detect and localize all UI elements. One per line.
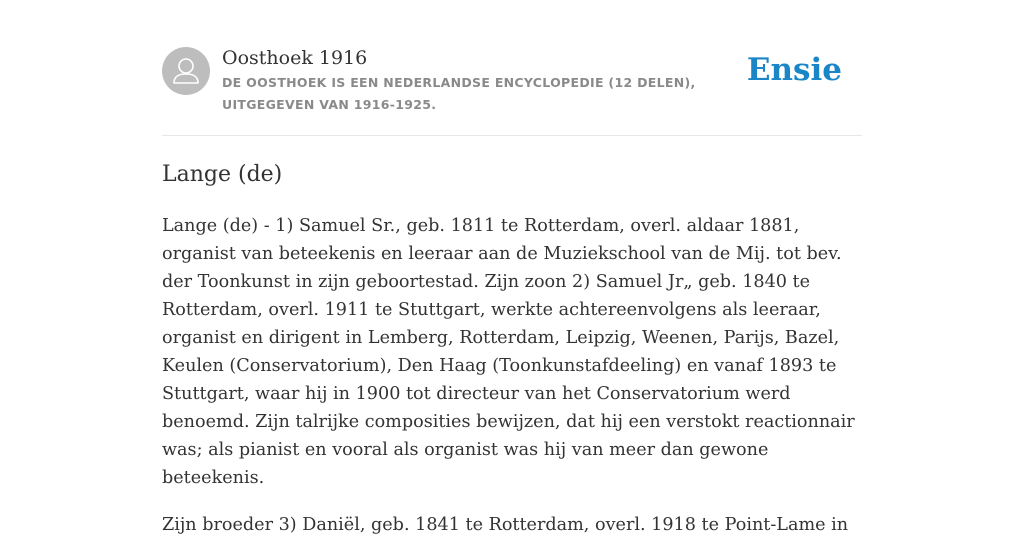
user-icon[interactable] <box>162 47 210 95</box>
article <box>162 158 862 539</box>
header-divider <box>162 135 862 136</box>
ensie-logo-link[interactable]: Ensie <box>746 52 842 88</box>
article-title: Lange (de) <box>162 162 283 187</box>
source-description: DE OOSTHOEK IS EEN NEDERLANDSE ENCYCLOPEDIE (12 DELEN), UITGEGEVEN VAN 1916-1925. <box>222 75 696 112</box>
article-paragraph: Lange (de) - 1) Samuel Sr., geb. 1811 te Rotterdam, overl. aldaar 1881, organist van beteekenis en leeraar aan de Muziekschool van de Mij. tot bev. der Toonkunst in zijn geboortestad. Zijn zoon 2) Samuel Jr„ geb. 1840 te Rotterdam, overl. 1911 te Stuttgart, werkte achtereenvolgens als leeraar, organist en dirigent in Lemberg, Rotterdam, Leipzig, Weenen, Parijs, Bazel, Keulen (Conservatorium), Den Haag (Toonkunstafdeeling) en vanaf 1893 te Stuttgart, waar hij in 1900 tot directeur van het Conservatorium werd benoemd. Zijn talrijke composities bewijzen, dat hij een verstokt reactionnair was; als pianist en vooral als organist was hij van meer dan gewone beteekenis. <box>162 216 855 488</box>
source-header <box>162 44 862 120</box>
source-title-link[interactable]: Oosthoek 1916 <box>222 47 368 69</box>
article-paragraph: Zijn broeder 3) Daniël, geb. 1841 te Rotterdam, overl. 1918 te Point-Lame in <box>162 515 849 535</box>
